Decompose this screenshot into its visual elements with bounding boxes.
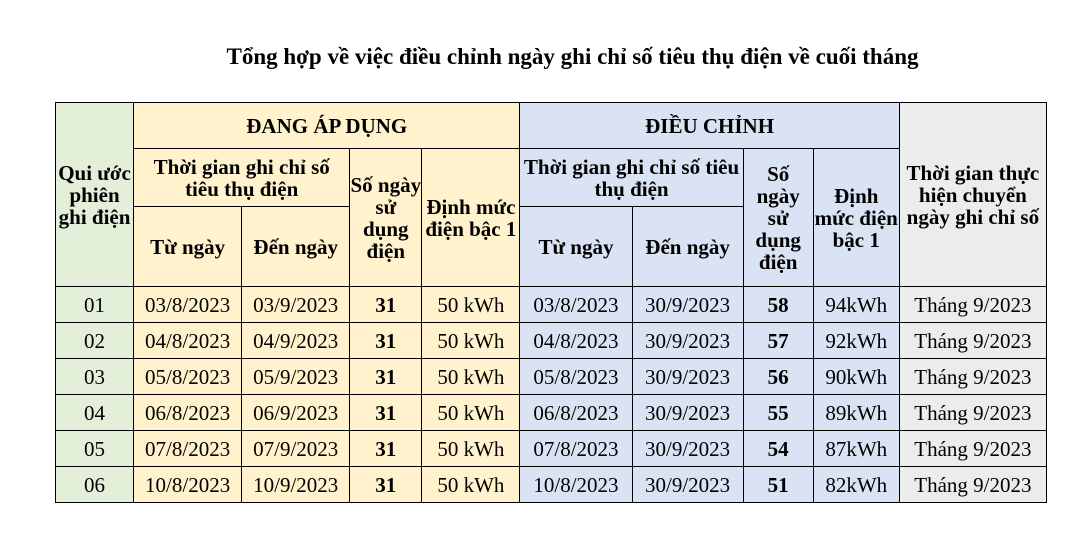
cell-thuc-hien: Tháng 9/2023 (899, 359, 1046, 395)
cell-so-ngay-moi: 55 (743, 395, 813, 431)
cell-den-ngay-moi: 30/9/2023 (632, 287, 743, 323)
cell-so-ngay-moi: 58 (743, 287, 813, 323)
header-dinh-muc-cu: Định mức điện bậc 1 (422, 149, 520, 287)
cell-dinh-muc-cu: 50 kWh (422, 359, 520, 395)
cell-so-ngay-moi: 56 (743, 359, 813, 395)
header-dinh-muc-moi: Định mức điện bậc 1 (813, 149, 899, 287)
cell-tu-ngay-cu: 04/8/2023 (134, 323, 242, 359)
table-body (56, 287, 1047, 503)
header-den-ngay-cu: Đến ngày (242, 207, 350, 287)
cell-dinh-muc-moi: 92kWh (813, 323, 899, 359)
cell-dinh-muc-cu: 50 kWh (422, 467, 520, 503)
header-thoi-gian-ghi-moi: Thời gian ghi chỉ số tiêu thụ điện (520, 149, 743, 207)
cell-den-ngay-cu: 04/9/2023 (242, 323, 350, 359)
cell-tu-ngay-cu: 06/8/2023 (134, 395, 242, 431)
cell-den-ngay-moi: 30/9/2023 (632, 359, 743, 395)
cell-dinh-muc-moi: 87kWh (813, 431, 899, 467)
cell-dinh-muc-moi: 82kWh (813, 467, 899, 503)
cell-phien: 03 (56, 359, 134, 395)
cell-dinh-muc-moi: 94kWh (813, 287, 899, 323)
cell-so-ngay-moi: 57 (743, 323, 813, 359)
cell-tu-ngay-moi: 05/8/2023 (520, 359, 632, 395)
cell-thuc-hien: Tháng 9/2023 (899, 467, 1046, 503)
cell-phien: 01 (56, 287, 134, 323)
cell-so-ngay-cu: 31 (350, 359, 422, 395)
header-den-ngay-moi: Đến ngày (632, 207, 743, 287)
table-row (56, 359, 1047, 395)
cell-thuc-hien: Tháng 9/2023 (899, 323, 1046, 359)
cell-phien: 02 (56, 323, 134, 359)
cell-dinh-muc-moi: 89kWh (813, 395, 899, 431)
cell-so-ngay-cu: 31 (350, 323, 422, 359)
header-thoi-gian-ghi-cu: Thời gian ghi chỉ số tiêu thụ điện (134, 149, 350, 207)
document-title: Tổng hợp về việc điều chỉnh ngày ghi chỉ số tiêu thụ điện về cuối tháng (226, 44, 919, 69)
cell-tu-ngay-moi: 03/8/2023 (520, 287, 632, 323)
cell-den-ngay-cu: 06/9/2023 (242, 395, 350, 431)
cell-dinh-muc-cu: 50 kWh (422, 287, 520, 323)
cell-den-ngay-moi: 30/9/2023 (632, 395, 743, 431)
table-row (56, 395, 1047, 431)
header-dieu-chinh: ĐIỀU CHỈNH (520, 103, 899, 149)
cell-so-ngay-cu: 31 (350, 467, 422, 503)
table-header (56, 103, 1047, 287)
cell-dinh-muc-cu: 50 kWh (422, 431, 520, 467)
cell-so-ngay-moi: 51 (743, 467, 813, 503)
header-qui-uoc: Qui ước phiên ghi điện (56, 103, 134, 287)
cell-so-ngay-cu: 31 (350, 395, 422, 431)
cell-thuc-hien: Tháng 9/2023 (899, 287, 1046, 323)
meter-reading-table (55, 102, 1047, 503)
cell-den-ngay-moi: 30/9/2023 (632, 323, 743, 359)
table-row (56, 287, 1047, 323)
table-row (56, 431, 1047, 467)
cell-thuc-hien: Tháng 9/2023 (899, 395, 1046, 431)
header-tu-ngay-moi: Từ ngày (520, 207, 632, 287)
cell-tu-ngay-moi: 04/8/2023 (520, 323, 632, 359)
cell-tu-ngay-cu: 10/8/2023 (134, 467, 242, 503)
cell-den-ngay-moi: 30/9/2023 (632, 431, 743, 467)
cell-so-ngay-cu: 31 (350, 431, 422, 467)
header-so-ngay-moi: Số ngày sử dụng điện (743, 149, 813, 287)
cell-dinh-muc-cu: 50 kWh (422, 323, 520, 359)
table-row (56, 467, 1047, 503)
cell-tu-ngay-cu: 07/8/2023 (134, 431, 242, 467)
cell-tu-ngay-moi: 10/8/2023 (520, 467, 632, 503)
cell-den-ngay-cu: 07/9/2023 (242, 431, 350, 467)
cell-tu-ngay-moi: 07/8/2023 (520, 431, 632, 467)
cell-den-ngay-moi: 30/9/2023 (632, 467, 743, 503)
cell-dinh-muc-cu: 50 kWh (422, 395, 520, 431)
cell-so-ngay-moi: 54 (743, 431, 813, 467)
cell-den-ngay-cu: 10/9/2023 (242, 467, 350, 503)
table-row (56, 323, 1047, 359)
cell-tu-ngay-cu: 05/8/2023 (134, 359, 242, 395)
header-dang-ap-dung: ĐANG ÁP DỤNG (134, 103, 520, 149)
cell-thuc-hien: Tháng 9/2023 (899, 431, 1046, 467)
cell-den-ngay-cu: 05/9/2023 (242, 359, 350, 395)
header-tu-ngay-cu: Từ ngày (134, 207, 242, 287)
cell-dinh-muc-moi: 90kWh (813, 359, 899, 395)
cell-den-ngay-cu: 03/9/2023 (242, 287, 350, 323)
cell-phien: 06 (56, 467, 134, 503)
cell-tu-ngay-moi: 06/8/2023 (520, 395, 632, 431)
cell-phien: 04 (56, 395, 134, 431)
cell-phien: 05 (56, 431, 134, 467)
header-thoi-gian-thuc-hien: Thời gian thực hiện chuyển ngày ghi chỉ số (899, 103, 1046, 287)
cell-so-ngay-cu: 31 (350, 287, 422, 323)
header-so-ngay-cu: Số ngày sử dụng điện (350, 149, 422, 287)
cell-tu-ngay-cu: 03/8/2023 (134, 287, 242, 323)
